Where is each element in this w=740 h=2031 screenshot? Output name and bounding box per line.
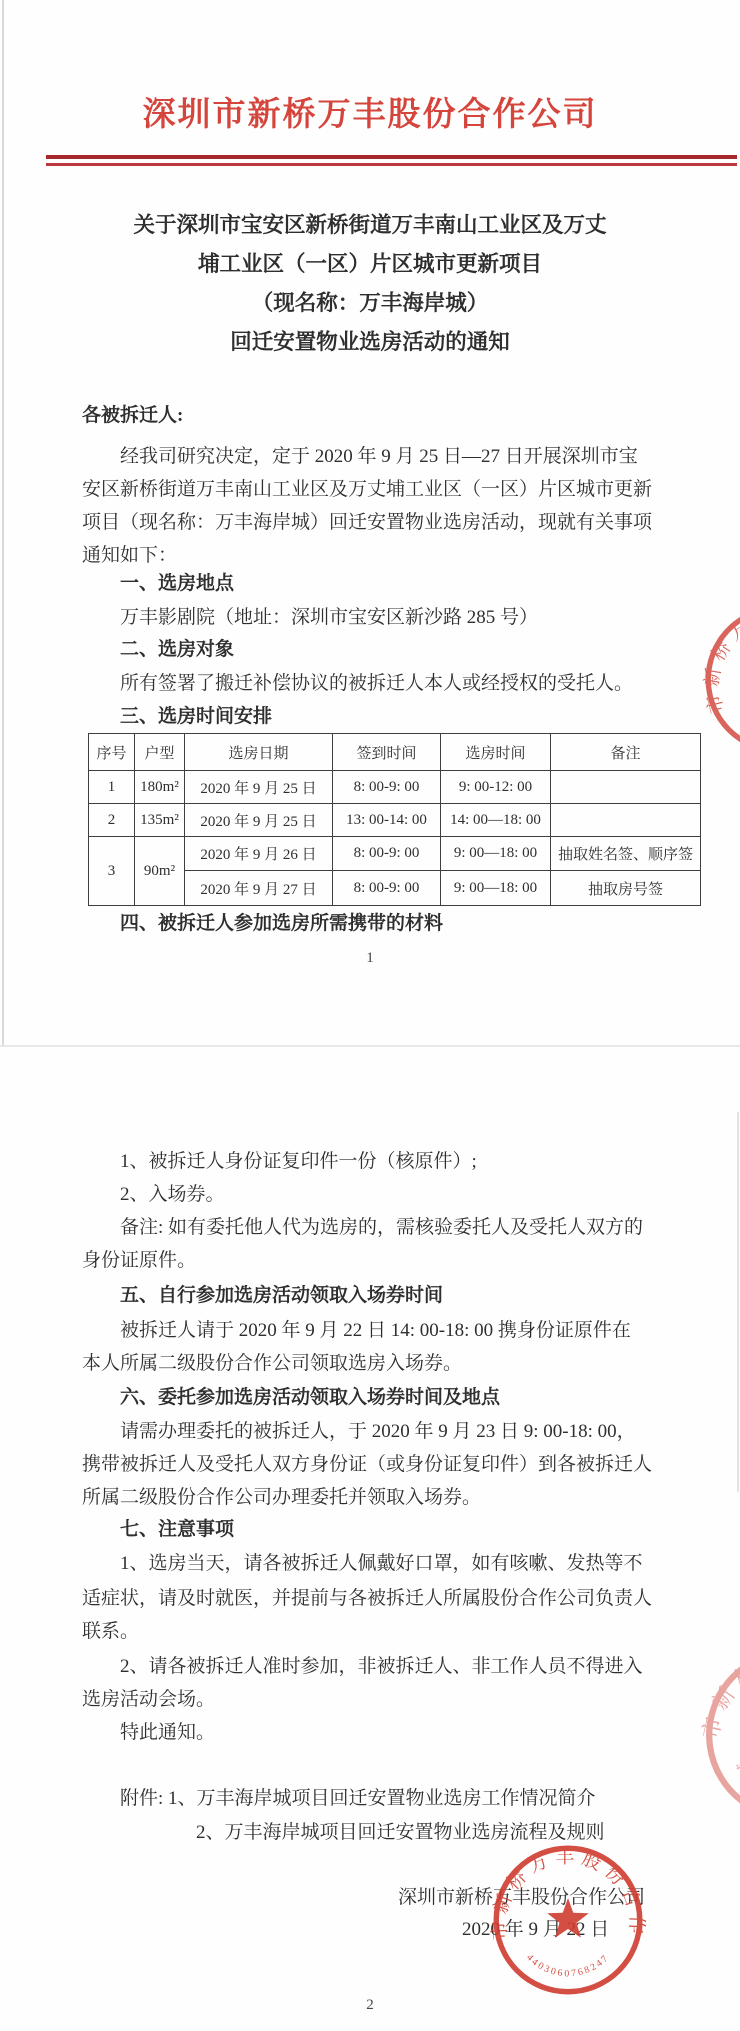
cell-date: 2020 年 9 月 25 日	[185, 771, 333, 804]
cell-no: 1	[89, 771, 135, 804]
cell-no: 2	[89, 804, 135, 837]
section1-body: 万丰影剧院（地址：深圳市宝安区新沙路 285 号）	[120, 607, 539, 628]
section5-heading: 五、自行参加选房活动领取入场券时间	[120, 1285, 444, 1306]
table-header-row	[89, 734, 701, 771]
cell-checkin: 8: 00-9: 00	[333, 771, 441, 804]
company-seal	[490, 1842, 646, 1998]
page-number: 1	[366, 950, 374, 966]
section6-heading: 六、委托参加选房活动领取入场券时间及地点	[120, 1387, 501, 1408]
intro-line: 通知如下：	[82, 545, 178, 566]
table-row	[89, 771, 701, 804]
attachment-line: 2、万丰海岸城项目回迁安置物业选房流程及规则	[196, 1822, 605, 1843]
attachment-line: 附件: 1、万丰海岸城项目回迁安置物业选房工作情况简介	[120, 1788, 596, 1809]
letterhead-rule-thin	[46, 163, 737, 166]
col-header-type: 户型	[135, 734, 185, 771]
cell-time: 14: 00—18: 00	[441, 804, 551, 837]
cell-date: 2020 年 9 月 26 日	[185, 837, 333, 871]
section2-body: 所有签署了搬迁补偿协议的被拆迁人本人或经授权的受托人。	[120, 673, 634, 694]
table-row	[89, 837, 701, 871]
material-item-2: 2、入场券。	[120, 1184, 225, 1205]
cell-no: 3	[89, 837, 135, 906]
page-2	[0, 1047, 740, 2031]
notice-title	[60, 206, 680, 362]
col-header-time: 选房时间	[441, 734, 551, 771]
col-header-note: 备注	[551, 734, 701, 771]
cell-note: 抽取房号签	[551, 871, 701, 906]
notice1-line: 1、选房当天，请各被拆迁人佩戴好口罩，如有咳嗽、发热等不	[120, 1553, 643, 1574]
cell-checkin: 8: 00-9: 00	[333, 871, 441, 906]
section6-line: 携带被拆迁人及受托人双方身份证（或身份证复印件）到各被拆迁人	[82, 1454, 653, 1475]
section7-heading: 七、注意事项	[120, 1519, 235, 1540]
section2-heading: 二、选房对象	[120, 639, 235, 660]
scan-edge-artifact-left	[2, 0, 4, 1045]
cell-type: 90m²	[135, 837, 185, 906]
col-header-checkin: 签到时间	[333, 734, 441, 771]
section6-line: 请需办理委托的被拆迁人，于 2020 年 9 月 23 日 9: 00-18: 00，	[120, 1421, 636, 1442]
signature-date: 2020 年 9 月 22 日	[462, 1919, 610, 1940]
notice1-line: 联系。	[82, 1621, 140, 1642]
intro-line: 安区新桥街道万丰南山工业区及万丈埔工业区（一区）片区城市更新	[82, 479, 653, 500]
page-number: 2	[366, 1997, 374, 2013]
title-line: 埔工业区（一区）片区城市更新项目	[197, 252, 542, 276]
section5-line: 被拆迁人请于 2020 年 9 月 22 日 14: 00-18: 00 携身份证原件在	[120, 1320, 631, 1341]
intro-line: 经我司研究决定，定于 2020 年 9 月 25 日—27 日开展深圳市宝	[120, 446, 638, 467]
section1-heading: 一、选房地点	[120, 573, 235, 594]
cell-time: 9: 00—18: 00	[441, 871, 551, 906]
intro-line: 项目（现名称：万丰海岸城）回迁安置物业选房活动，现就有关事项	[82, 512, 653, 533]
notice1-line: 适症状，请及时就医，并提前与各被拆迁人所属股份合作公司负责人	[82, 1588, 653, 1609]
material-item-1: 1、被拆迁人身份证复印件一份（核原件）;	[120, 1151, 477, 1172]
table-row	[89, 804, 701, 837]
col-header-no: 序号	[89, 734, 135, 771]
section5-line: 本人所属二级股份合作公司领取选房入场券。	[82, 1353, 463, 1374]
signature-company: 深圳市新桥万丰股份合作公司	[398, 1887, 646, 1908]
title-line: 关于深圳市宝安区新桥街道万丰南山工业区及万丈	[133, 213, 607, 237]
cell-note: 抽取姓名签、顺序签	[551, 837, 701, 871]
section4-heading: 四、被拆迁人参加选房所需携带的材料	[120, 913, 444, 934]
cell-note	[551, 771, 701, 804]
material-note-line: 备注: 如有委托他人代为选房的，需核验委托人及受托人双方的	[120, 1217, 644, 1238]
salutation: 各被拆迁人:	[82, 405, 184, 426]
title-line: （现名称：万丰海岸城）	[251, 291, 489, 315]
cell-checkin: 8: 00-9: 00	[333, 837, 441, 871]
scan-edge-artifact-right	[737, 1112, 739, 1492]
cell-checkin: 13: 00-14: 00	[333, 804, 441, 837]
cell-note	[551, 804, 701, 837]
section3-heading: 三、选房时间安排	[120, 706, 273, 727]
partial-paging-seal	[683, 1626, 740, 1844]
col-header-date: 选房日期	[185, 734, 333, 771]
section6-line: 所属二级股份合作公司办理委托并领取入场券。	[82, 1487, 482, 1508]
cell-type: 135m²	[135, 804, 185, 837]
title-line: 回迁安置物业选房活动的通知	[230, 330, 510, 354]
material-note-line: 身份证原件。	[82, 1250, 197, 1271]
selection-schedule-table	[88, 733, 701, 906]
closing-line: 特此通知。	[120, 1722, 216, 1743]
cell-date: 2020 年 9 月 25 日	[185, 804, 333, 837]
cell-time: 9: 00—18: 00	[441, 837, 551, 871]
letterhead-rule-thick	[46, 155, 737, 159]
notice2-line: 2、请各被拆迁人准时参加，非被拆迁人、非工作人员不得进入	[120, 1656, 643, 1677]
notice2-line: 选房活动会场。	[82, 1689, 216, 1710]
company-letterhead: 深圳市新桥万丰股份合作公司	[142, 97, 598, 133]
cell-time: 9: 00-12: 00	[441, 771, 551, 804]
cell-type: 180m²	[135, 771, 185, 804]
cell-date: 2020 年 9 月 27 日	[185, 871, 333, 906]
